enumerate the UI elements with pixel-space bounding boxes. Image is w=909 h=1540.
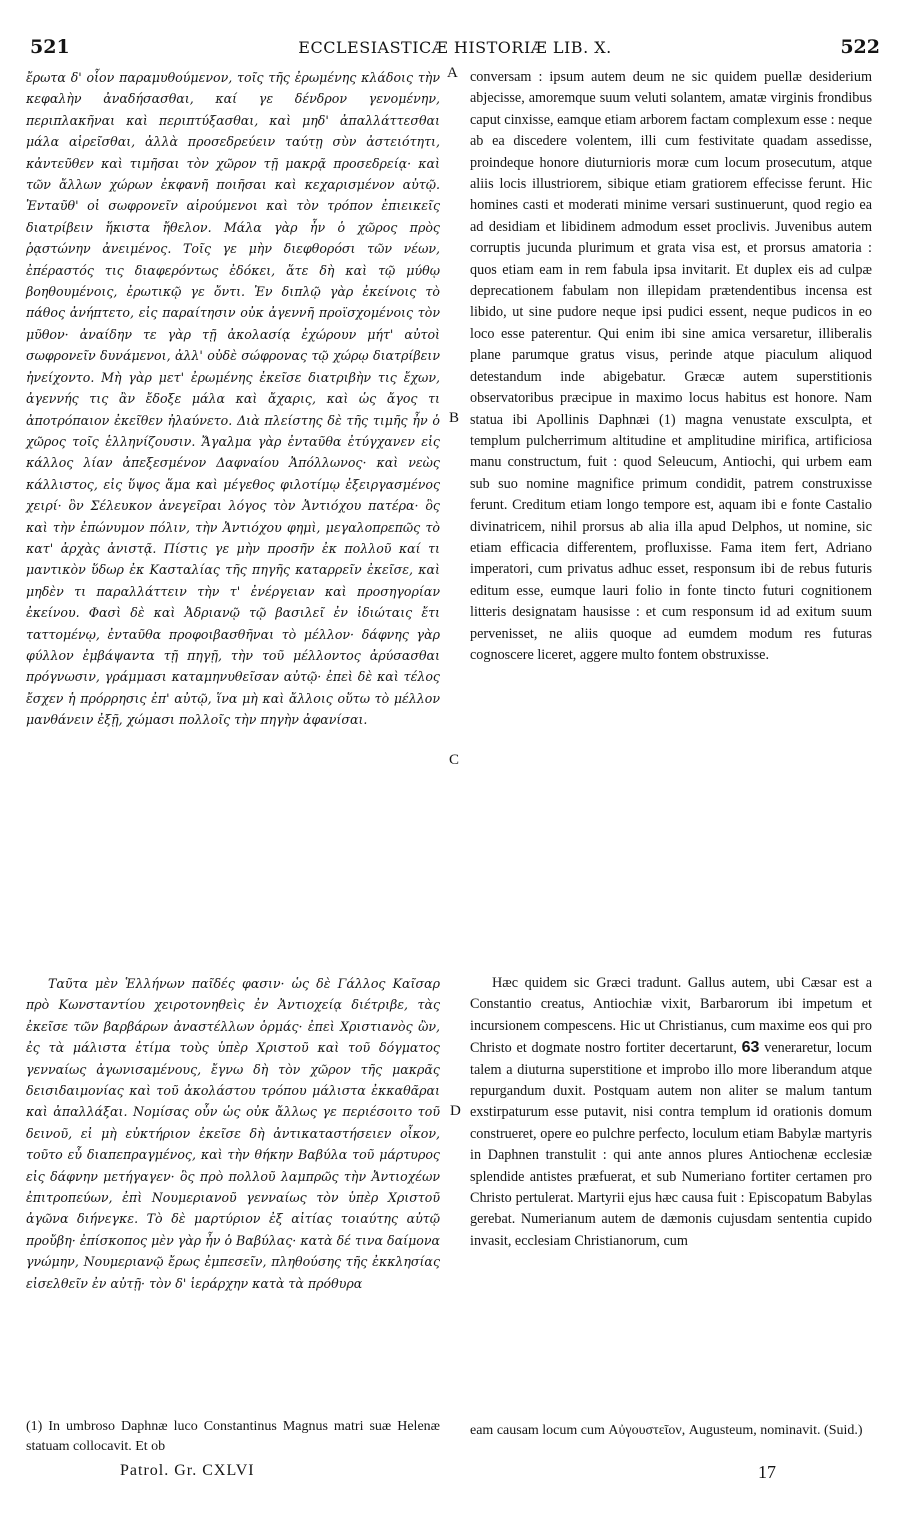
footnote-continuation-text: eam causam locum cum Αὐγουστεῖον, Augusteum, nominavit. (Suid.) — [470, 1423, 863, 1438]
running-title: ECCLESIASTICÆ HISTORIÆ LIB. X. — [298, 38, 612, 57]
printer-signature: Patrol. Gr. CXLVI — [120, 1462, 255, 1479]
page-mark: 63 — [741, 1039, 760, 1057]
footnote — [26, 1417, 440, 1457]
latin-text — [470, 973, 872, 1252]
greek-column-paragraph-1 — [26, 67, 440, 731]
page-header — [30, 36, 880, 66]
footnote-text: (1) In umbroso Daphnæ luco Constantinus Magnus matri suæ Helenæ statuam collocavit. Et ob — [26, 1419, 440, 1454]
page-number-left: 521 — [30, 36, 70, 58]
footnote-continuation — [470, 1421, 872, 1441]
section-marker-c: C — [449, 752, 460, 768]
section-marker-a: A — [447, 65, 458, 81]
folio-number: 17 — [758, 1462, 776, 1482]
section-marker-b: B — [449, 410, 460, 426]
greek-text: ἔρωτα δ' οἷον παραμυθούμενον, τοῖς τῆς ἐρωμένης κλάδοις τὴν κεφαλὴν ἀναδήσασθαι, καί γε δένδρον γενομένην, περιπλακῆναι καὶ περιπτύξασθαι, καὶ μηδ' ἀπαλλάττεσθαι μάλα αἱρεῖσθαι, ἀλλὰ προσεδρεύειν ταύτῃ σὺν ἀστειότητι, κἀντεῦθεν καὶ τιμῆσαι τὸν χῶρον τῇ μακρᾷ προσεδρείᾳ· καὶ τῶν ἄλλων χώρων ἐκφανῆ ποιῆσαι καὶ κεχαρισμένον αὐτῷ. Ἐνταῦθ' οἱ σωφρονεῖν αἱρούμενοι καὶ τὸν τρόπον ἐπιεικεῖς διατρίβειν ἥκιστα ἤθελον. Μάλα γὰρ ἦν ὁ χῶρος πρὸς ῥᾳστώνην ἀνειμένος. Τοῖς γε μὴν διεφθορόσι τῶν νέων, ἐπέραστός τις διαφερόντως ἐδόκει, ἅτε δὴ καὶ τῷ μύθῳ βοηθουμένοις, ἐρωτικῷ γε ὄντι. Ἐν διπλῷ γὰρ ἐκείνοις τὸ πάθος ἀνήπτετο, εἰς παραίτησιν οὐκ ἀγεννῆ προϊσχομένοις τὸν μῦθον· ἀναίδην τε γὰρ τῇ ἀκολασίᾳ ἐχώρουν μήτ' αὐτοὶ σωφρονεῖν δυνάμενοι, ἀλλ' οὐδὲ σώφρονας τῷ χώρῳ διατρίβειν ἠνείχοντο. Μὴ γὰρ μετ' ἐρωμένης ἐκεῖσε διατριβὴν τις ἔχων, ἀγεννής τις ἂν ἔδοξε μάλα καὶ ἄχαρις, καὶ ὡς ἄγος τι ἀποτρόπαιον ἐκεῖθεν ἠλαύνετο. Διὰ πλείστης δὲ τῆς τιμῆς ἦν ὁ χῶρος τοῖς ἑλληνίζουσιν. Ἄγαλμα γὰρ ἐνταῦθα ἐτύγχανεν εἰς κάλλος λίαν ἀπεξεσμένον Δαφναίου Ἀπόλλωνος· καὶ νεὼς κάλλιστος, εἰς ὕψος ἅμα καὶ μέγεθος φιλοτίμῳ ἐξειργασμένος χειρί· ὃν Σέλευκον ἀνεγεῖραι λόγος τὸν Ἀντιόχου πατέρα· ὃς καὶ τὴν ἐπώνυμον πόλιν, τὴν Ἀντιόχου φημὶ, μεγαλοπρεπῶς τὸ κατ' ἀρχὰς ἀνιστᾷ. Πίστις γε μὴν προσῆν ἐκ πολλοῦ καί τι μαντικὸν ὕδωρ ἐκ Κασταλίας τῆς πηγῆς καταρρεῖν ἐκεῖσε, καὶ μηδὲν τι παραλλάττειν τὴν τ' ἐνέργειαν καὶ προσηγορίαν ἐκείνου. Φασὶ δὲ καὶ Ἀδριανῷ τῷ βασιλεῖ ἐν ἰδιώταις ἔτι ταττομένῳ, ἐνταῦθα προφοιβασθῆναι τὸ μέλλον· δάφνης γὰρ φύλλον ἐμβάψαντα τῇ πηγῇ, τὴν τοῦ μέλλοντος ἀρύσασθαι πρόγνωσιν, γράμμασι καταμηνυθεῖσαν αὐτῷ· ἐπεὶ δὲ καὶ τέλος ἔσχεν ἡ πρόρρησις ἐπ' αὐτῷ, ἵνα μὴ καὶ ἄλλοις οὕτω τὸ μέλλον μανθάνειν ἐξῇ, χώμασι πολλοῖς τὴν πηγὴν ἀφανίσαι. — [26, 70, 440, 728]
latin-text-part: Hæc quidem sic Græci tradunt. Gallus autem, ubi Cæsar est a Constantio creatus, Antiochiæ vixit, Barbarorum ibi impetum et incursionem compescens. Hic ut Christianus, cum maxime eos qui pro Christo et dogmate nostro fortiter decertarunt, — [470, 975, 872, 1057]
greek-column-paragraph-2 — [26, 973, 440, 1294]
latin-column-paragraph-1 — [470, 67, 872, 666]
latin-text: conversam : ipsum autem deum ne sic quidem puellæ desiderium abjecisse, amoremque suum veluti solantem, amatæ virginis frondibus caput cinxisse, eamque etiam arborem factam complexum esse : neque ab ea discedere volentem, illi cum festivitate quadam assedisse, proindeque honore diuturnioris moræ cum locum prosecutum, atque aliis locis illustriorem, sibique etiam gratiorem effecisse ferunt. Hic homines casti et moderati minime versari sustinuerunt, quod regio ea ad desidiam et libidinem admodum esset proclivis. Juvenibus autem corruptis jucunda plurimum et grata visa est, et prorsus amatoria : quos etiam eam in rem fabula ipsa invitarit. Et duplex eis ad culpæ deprecationem fabulam non illepidam prætendentibus incensa est libido, ut sine pudore neque ipsi pudici essent, neque pudicos in eo loco esse paterentur. Qui enim ibi sine amica versaretur, illiberalis plane parumque gratus visus, perinde atque piaculum aliquod detestandum inde abigebatur. Græcæ autem superstitionis observatoribus præcipue in maximo locus habitus est honore. Nam statua ibi Apollinis Daphnæi (1) magna venustate exsculpta, et templum pulcherrimum altitudine et amplitudine mirifica, artificiosa manu constructum, fuit : quod Seleucum, Antiochi, qui urbem eam sub suo nomine magnifice primum condidit, patrem construxisse ferunt. Creditum etiam longo tempore est, aquam ibi e fonte Castalio divinatricem, nihil prorsus ab alia illa apud Delphos, ut nomine, sic etiam efficacia differentem, profluxisse. Fama item fert, Adriano imperatori, cum privatus adhuc esset, responsum ibi de rebus futuris editum esse, eumque lauri folio in fonte tincto futuri cognitionem litteris designatam hausisse : et cum responsum id ad exitum suum pervenisset, ne aliis quoque ad eumdem modum res futuras cognoscere liceret, aggere multo fontem obstruxisse. — [470, 69, 872, 663]
latin-column-paragraph-2 — [470, 973, 872, 1252]
greek-text: Ταῦτα μὲν Ἑλλήνων παῖδές φασιν· ὡς δὲ Γάλλος Καῖσαρ πρὸ Κωνσταντίου χειροτονηθεὶς ἐν Ἀντιοχείᾳ διέτριβε, τὰς ἐκεῖσε τῶν βαρβάρων ἀναστέλλων ὁρμάς· ἐπεὶ Χριστιανὸς ὢν, ἐς τὰ μάλιστα ἐτίμα τοὺς ὑπὲρ Χριστοῦ καὶ τοῦ δόγματος γενναίως ἀγωνισαμένους, ἔγνω δὴ τὸν χῶρον τῆς μακρᾶς δεισιδαιμονίας καὶ τοῦ ἀκολάστου τρόπου μάλιστα ἐκκαθᾶραι καὶ ἀπαλλάξαι. Νομίσας οὖν ὡς οὐκ ἄλλως γε περιέσοιτο τοῦ δεινοῦ, εἰ μὴ εὐκτήριον ἐκεῖσε δὴ ἀντικαταστήσειεν οἶκον, τοῦτο εὖ διαπεπραγμένος, καὶ τὴν θήκην Βαβύλα τοῦ μάρτυρος εἰς δάφνην μετήγαγεν· ὃς πρὸ πολλοῦ λαμπρῶς τὴν Ἀντιοχέων ἐπιτροπεύων, ἐπὶ Νουμεριανοῦ γενναίως τὸν ὑπὲρ Χριστοῦ ἀγῶνα διήνεγκε. Τὸ δὲ μαρτύριον ἐξ αἰτίας τοιαύτης αὐτῷ προὔβη· ἐπίσκοπος μὲν γὰρ ἦν ὁ Βαβύλας· κατὰ δέ τινα δαίμονα γνώμην, Νουμεριανῷ ἔρως ἐμπεσεῖν, πληθούσης τῆς ἐκκλησίας εἰσελθεῖν ἐν αὐτῇ· τὸν δ' ἱεράρχην κατὰ τὰ πρόθυρα — [26, 976, 440, 1291]
latin-text-part: veneraretur, locum talem a diuturna superstitione et improbo illo more liberandum atque repurgandum duxit. Postquam autem non aliter se malum tantum exstirpaturum esse putavit, nisi contra templum id orationis domum construeret, opere eo pulchre perfecto, loculum etiam Babylæ martyris in Daphnen transtulit : qui ante annos plures Antiochenæ ecclesiæ splendide antistes præfuerat, et sub Numeriano fortiter certamen pro Christo pertulerat. Martyrii ejus hæc causa fuit : Episcopatum Babylas gerebat. Numerianum autem de dæmonis cujusdam sententia cupido invasit, ecclesiam Christianorum, cum — [470, 1040, 873, 1249]
section-marker-d: D — [450, 1103, 461, 1119]
page-number-right: 522 — [840, 36, 880, 58]
